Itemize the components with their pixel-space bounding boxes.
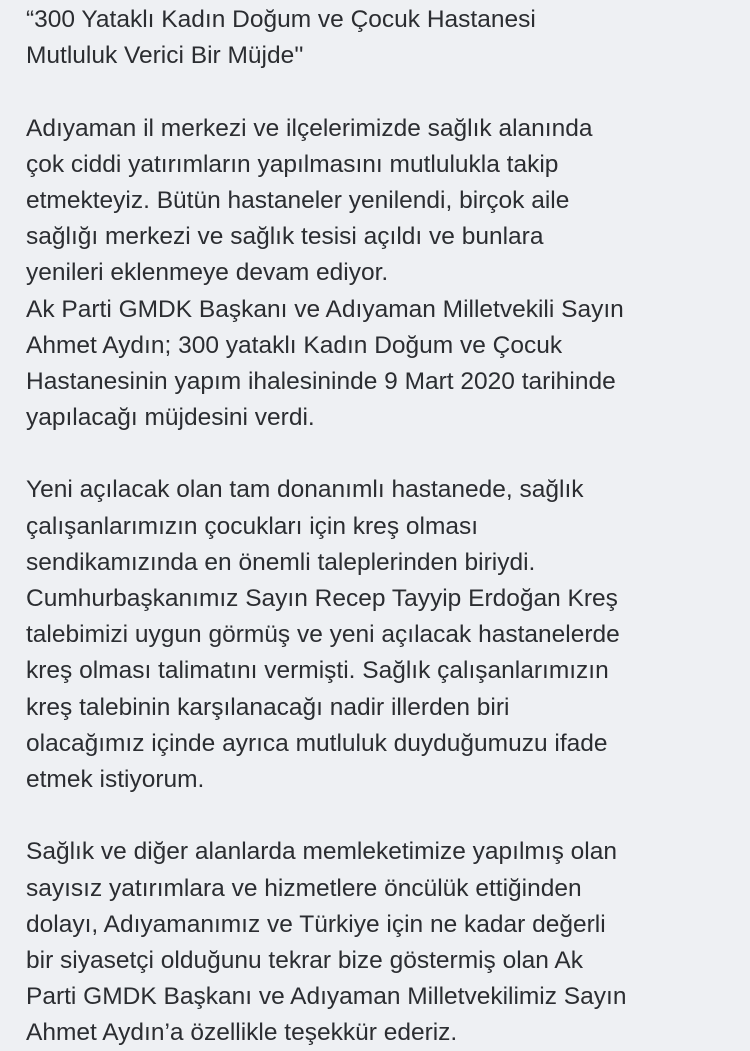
text-line: etmekteyiz. Bütün hastaneler yenilendi, birçok aile [26, 186, 570, 214]
paragraph-1 [26, 111, 730, 437]
text-line: Adıyaman il merkezi ve ilçelerimizde sağlık alanında [26, 114, 593, 142]
text-line: kreş olması talimatını vermişti. Sağlık çalışanlarımızın [26, 657, 609, 685]
text-line: Sağlık ve diğer alanlarda memleketimize yapılmış olan [26, 838, 617, 866]
text-line: Ak Parti GMDK Başkanı ve Adıyaman Milletvekili Sayın [26, 295, 624, 323]
text-line: talebimizi uygun görmüş ve yeni açılacak hastanelerde [26, 621, 620, 649]
text-line: Yeni açılacak olan tam donanımlı hastanede, sağlık [26, 476, 584, 504]
text-line: kreş talebinin karşılanacağı nadir illerden biri [26, 693, 510, 721]
text-line: Ahmet Aydın’a özellikle teşekkür ederiz. [26, 1019, 458, 1047]
title-line: Mutluluk Verici Bir Müjde'' [26, 42, 304, 70]
text-line: çalışanlarımızın çocukları için kreş olması [26, 512, 479, 540]
text-line: Cumhurbaşkanımız Sayın Recep Tayyip Erdoğan Kreş [26, 585, 618, 612]
text-line: sendikamızında en önemli taleplerinden biriydi. [26, 548, 536, 576]
text-line: bir siyasetçi olduğunu tekrar bize göstermiş olan Ak [26, 946, 583, 974]
note-title [26, 2, 730, 74]
text-line: Parti GMDK Başkanı ve Adıyaman Milletvekilimiz Sayın [26, 983, 627, 1011]
text-line: olacağımız içinde ayrıca mutluluk duyduğumuzu ifade [26, 729, 608, 757]
text-line: çok ciddi yatırımların yapılmasını mutlulukla takip [26, 150, 559, 178]
paragraph-3 [26, 834, 730, 1051]
text-line: Hastanesinin yapım ihalesininde 9 Mart 2020 tarihinde [26, 367, 616, 395]
paragraph-spacer [26, 436, 730, 472]
text-line: yapılacağı müjdesini verdi. [26, 404, 315, 432]
text-line: sayısız yatırımlara ve hizmetlere öncülük ettiğinden [26, 874, 582, 902]
paragraph-spacer [26, 74, 730, 110]
text-line: yenileri eklenmeye devam ediyor. [26, 259, 389, 287]
text-line: Ahmet Aydın; 300 yataklı Kadın Doğum ve Çocuk [26, 331, 563, 359]
text-line: sağlığı merkezi ve sağlık tesisi açıldı ve bunlara [26, 223, 544, 251]
title-line: “300 Yataklı Kadın Doğum ve Çocuk Hastanesi [26, 6, 536, 33]
paragraph-2 [26, 472, 730, 798]
paragraph-spacer [26, 798, 730, 834]
text-line: dolayı, Adıyamanımız ve Türkiye için ne kadar değerli [26, 910, 606, 938]
text-line: etmek istiyorum. [26, 765, 205, 793]
